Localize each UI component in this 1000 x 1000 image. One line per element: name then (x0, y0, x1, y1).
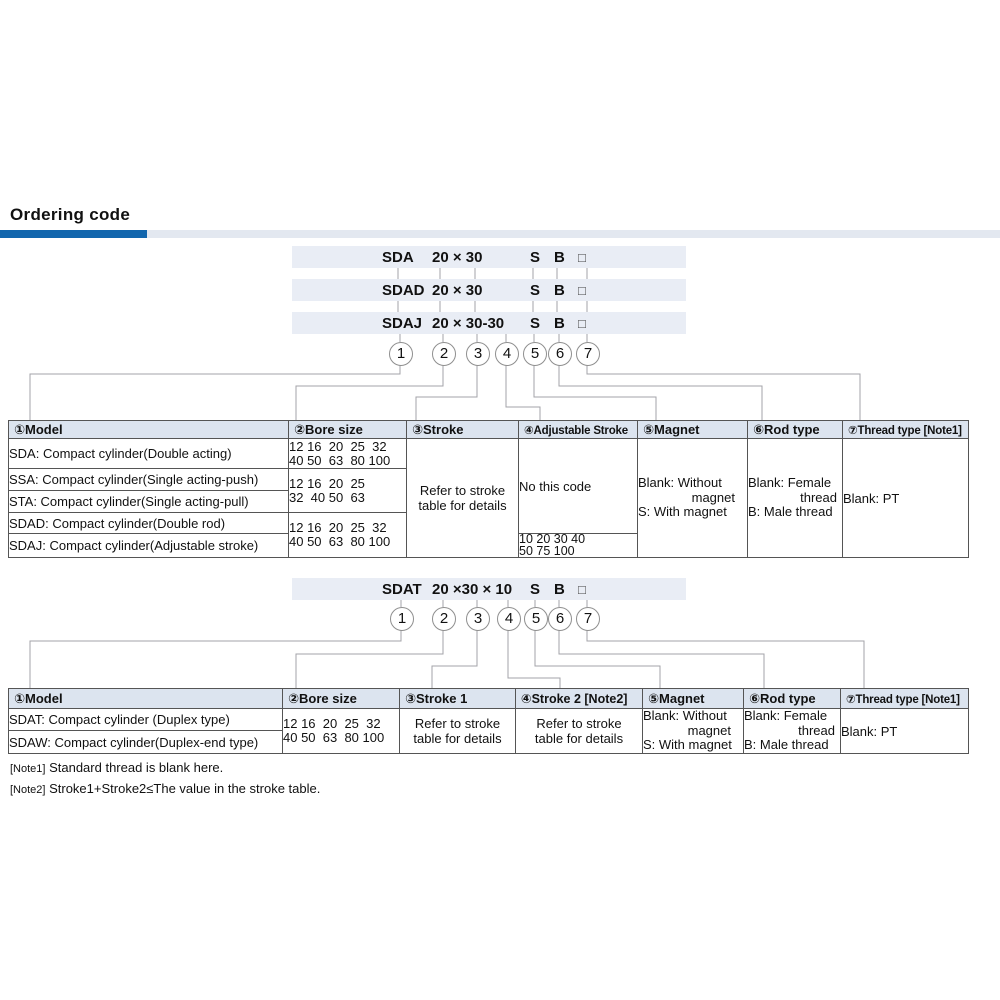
code-number-5: 5 (523, 342, 547, 366)
code-bar-sda (292, 246, 686, 268)
code-magnet: S (530, 249, 541, 266)
magnet-line-2: magnet (687, 722, 731, 738)
code-rod: B (554, 315, 565, 332)
bore-line-2: 32 40 50 63 (289, 489, 365, 505)
note-2 (10, 781, 320, 796)
col-header-rod-type: ⑥Rod type (744, 689, 841, 709)
code-thread-box-icon: □ (578, 283, 586, 298)
bore-line-2: 40 50 63 80 100 (289, 534, 391, 549)
bore-line-1: 12 16 20 25 32 (283, 716, 381, 731)
code-number-3: 3 (466, 342, 490, 366)
stroke-line-1: Refer to stroke (419, 483, 506, 498)
model-sdaj: SDAJ: Compact cylinder(Adjustable stroke) (9, 534, 289, 558)
code-number-4: 4 (497, 607, 521, 631)
code-bar-sdad (292, 279, 686, 301)
bore-line-2: 40 50 63 80 100 (289, 452, 391, 468)
model-sdad: SDAD: Compact cylinder(Double rod) (9, 513, 289, 534)
col-header-thread-type: ⑦Thread type [Note1] (843, 421, 969, 439)
code-magnet: S (530, 581, 541, 598)
bore-line-1: 12 16 20 25 32 (289, 520, 387, 535)
model-sda: SDA: Compact cylinder(Double acting) (9, 439, 289, 469)
bore-line-1: 12 16 20 25 (289, 475, 365, 491)
code-bore-stroke: 20 ×30 × 10 (432, 581, 513, 598)
rod-line-2: thread (800, 489, 837, 505)
code-number-2: 2 (432, 342, 456, 366)
note-2-tag: [Note2] (10, 784, 46, 796)
note-2-text: Stroke1+Stroke2≤The value in the stroke table. (45, 781, 321, 796)
code-bore-stroke: 20 × 30 (432, 282, 483, 299)
bore-line-1: 12 16 20 25 32 (289, 438, 387, 454)
stroke-cell (407, 439, 519, 558)
magnet-cell (643, 709, 744, 754)
code-thread-box-icon: □ (578, 582, 586, 597)
rod-line-1: Blank: Female (744, 708, 828, 724)
col-header-model: ①Model (9, 421, 289, 439)
bore-size-ssa-sta (289, 469, 407, 513)
code-number-5: 5 (524, 607, 548, 631)
code-magnet: S (530, 315, 541, 332)
rod-type-cell (748, 439, 843, 558)
col-header-bore-size: ②Bore size (289, 421, 407, 439)
col-header-magnet: ⑤Magnet (638, 421, 748, 439)
adjustable-stroke-none-cell: No this code (519, 439, 638, 534)
page-title: Ordering code (10, 205, 131, 224)
col-header-rod-type: ⑥Rod type (748, 421, 843, 439)
stroke2-line-2: table for details (534, 731, 624, 746)
rod-line-2: thread (798, 722, 835, 738)
magnet-line-2: magnet (691, 489, 735, 505)
note-1-tag: [Note1] (10, 763, 46, 775)
stroke-1-cell (400, 709, 516, 754)
magnet-cell (638, 439, 748, 558)
magnet-line-1: Blank: Without (643, 708, 727, 724)
code-number-6: 6 (548, 607, 572, 631)
bore-size-sdad-sdaj (289, 513, 407, 558)
rod-line-3: B: Male thread (748, 504, 833, 520)
rod-line-3: B: Male thread (744, 737, 829, 753)
model-sta: STA: Compact cylinder(Single acting-pull) (9, 491, 289, 513)
adj-values-line-2: 50 75 100 (519, 543, 575, 558)
code-rod: B (554, 249, 565, 266)
code-rod: B (554, 282, 565, 299)
code-number-6: 6 (548, 342, 572, 366)
col-header-stroke-1: ③Stroke 1 (400, 689, 516, 709)
stroke1-line-1: Refer to stroke (414, 716, 501, 731)
rod-line-1: Blank: Female (748, 475, 832, 491)
code-number-7: 7 (576, 342, 600, 366)
col-header-stroke: ③Stroke (407, 421, 519, 439)
model-sdaw: SDAW: Compact cylinder(Duplex-end type) (9, 731, 283, 754)
code-number-4: 4 (495, 342, 519, 366)
col-header-stroke-2: ④Stroke 2 [Note2] (516, 689, 643, 709)
code-magnet: S (530, 282, 541, 299)
rod-type-cell (744, 709, 841, 754)
note-1-text: Standard thread is blank here. (45, 760, 224, 775)
code-model: SDAJ (382, 315, 423, 332)
note-1 (10, 760, 223, 775)
col-header-model: ①Model (9, 689, 283, 709)
code-thread-box-icon: □ (578, 316, 586, 331)
stroke1-line-2: table for details (413, 731, 502, 746)
code-number-1: 1 (390, 607, 414, 631)
bore-line-2: 40 50 63 80 100 (283, 730, 385, 745)
title-rule-accent (0, 230, 147, 238)
code-number-7: 7 (576, 607, 600, 631)
model-ssa: SSA: Compact cylinder(Single acting-push) (9, 469, 289, 491)
bore-size-cell (283, 709, 400, 754)
thread-type-cell: Blank: PT (843, 439, 969, 558)
magnet-line-3: S: With magnet (638, 504, 727, 520)
code-bore-stroke: 20 × 30-30 (432, 315, 505, 332)
stroke2-line-1: Refer to stroke (536, 716, 622, 731)
code-number-1: 1 (389, 342, 413, 366)
adj-values-line-1: 10 20 30 40 (519, 533, 586, 546)
col-header-adjustable-stroke: ④Adjustable Stroke (519, 421, 638, 439)
code-rod: B (554, 581, 565, 598)
code-thread-box-icon: □ (578, 250, 586, 265)
code-model: SDA (382, 249, 414, 266)
adjustable-stroke-values-cell (519, 534, 638, 558)
bore-size-sda (289, 439, 407, 469)
code-model: SDAT (382, 581, 422, 598)
title-rule (0, 230, 1000, 238)
code-number-3: 3 (466, 607, 490, 631)
ordering-table-2 (8, 688, 969, 754)
code-bar-sdat (292, 578, 686, 600)
col-header-magnet: ⑤Magnet (643, 689, 744, 709)
stroke-2-cell (516, 709, 643, 754)
code-bar-sdaj (292, 312, 686, 334)
code-model: SDAD (382, 282, 425, 299)
ordering-table-1 (8, 420, 969, 558)
magnet-line-1: Blank: Without (638, 475, 722, 491)
col-header-bore-size: ②Bore size (283, 689, 400, 709)
code-bore-stroke: 20 × 30 (432, 249, 483, 266)
model-sdat: SDAT: Compact cylinder (Duplex type) (9, 709, 283, 731)
stroke-line-2: table for details (418, 498, 507, 513)
col-header-thread-type: ⑦Thread type [Note1] (841, 689, 969, 709)
thread-type-cell: Blank: PT (841, 709, 969, 754)
magnet-line-3: S: With magnet (643, 737, 732, 753)
code-number-2: 2 (432, 607, 456, 631)
